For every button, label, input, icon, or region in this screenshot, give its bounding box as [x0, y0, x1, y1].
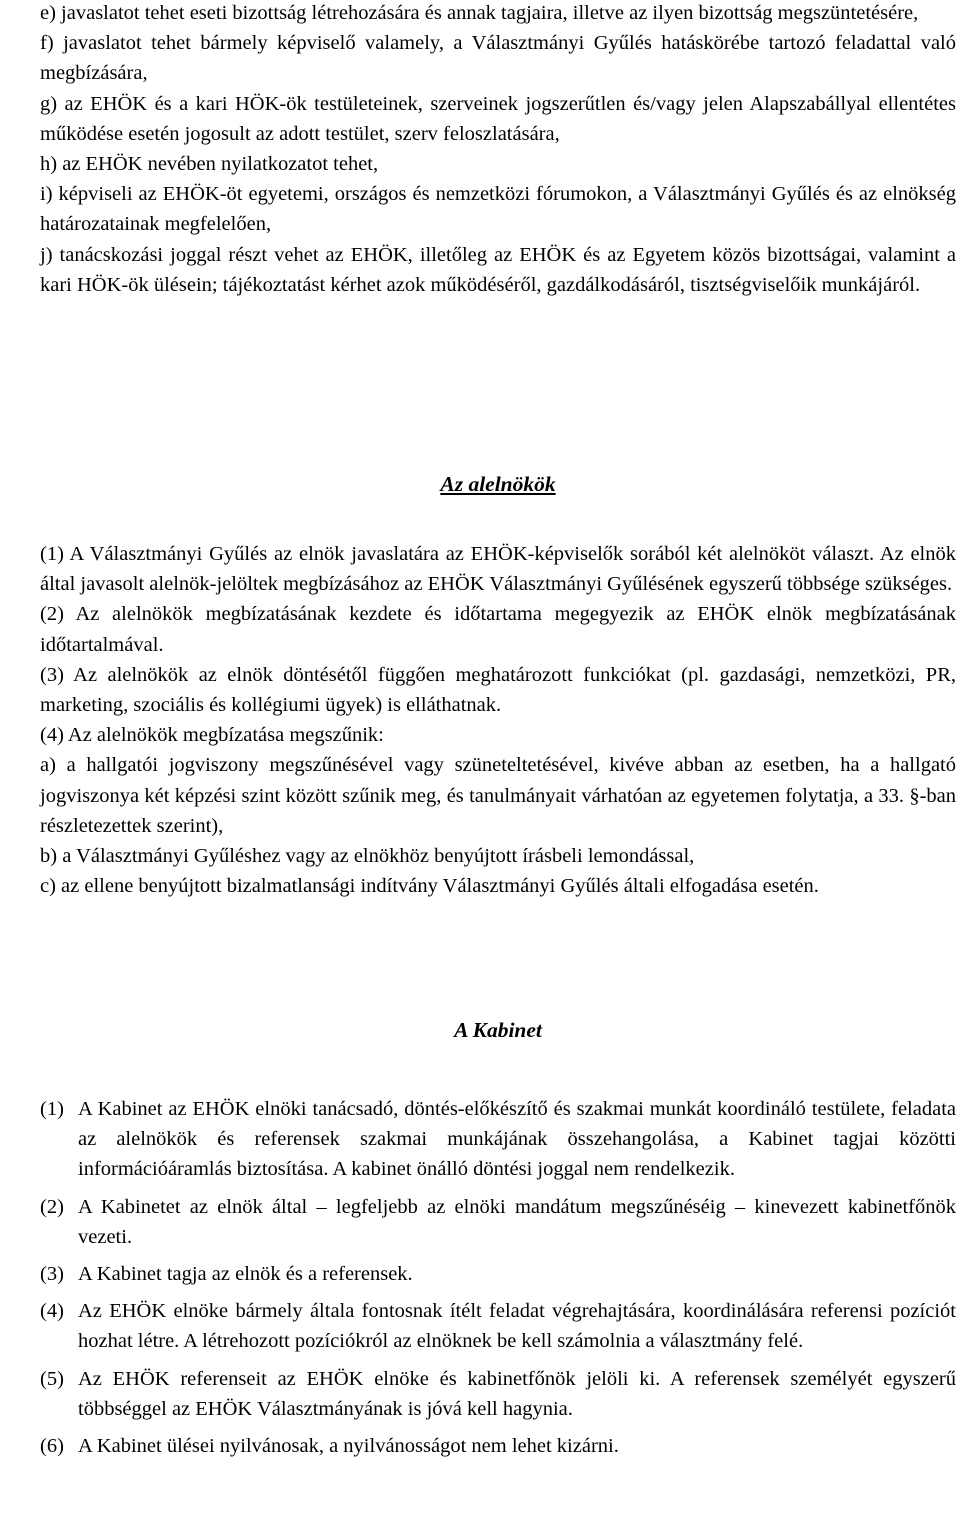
- paragraph-1: (1) A Választmányi Gyűlés az elnök javaslatára az EHÖK-képviselők sorából két alelnököt választ. Az elnök által javasolt alelnök-jelöltek megbízásához az EHÖK Választmányi Gyűlésének egyszerű többsége szükséges.: [40, 543, 956, 596]
- paragraph-2: (2) Az alelnökök megbízatásának kezdete és időtartama megegyezik az EHÖK elnök megbízatásának időtartalmával.: [40, 603, 956, 656]
- section-alelnokok: [40, 472, 956, 497]
- list-item-e: e) javaslatot tehet eseti bizottság létrehozására és annak tagjaira, illetve az ilyen bizottság megszüntetésére,: [40, 2, 919, 24]
- list-item-g: g) az EHÖK és a kari HÖK-ök testületeinek, szerveinek jogszerűtlen és/vagy jelen Alapszabállyal ellentétes működése esetén jogosult az adott testület, szerv feloszlatására,: [40, 92, 956, 145]
- numbered-paragraph: [40, 1259, 956, 1289]
- paragraph-text: A Kabinet ülései nyilvánosak, a nyilvánosságot nem lehet kizárni.: [78, 1435, 619, 1458]
- paragraph-3: (3) Az alelnökök az elnök döntésétől függően meghatározott funkciókat (pl. gazdasági, nemzetközi, PR, marketing, szociális és kollégiumi ügyek) is elláthatnak.: [40, 663, 956, 717]
- paragraph-text: A Kabinet az EHÖK elnöki tanácsadó, döntés-előkészítő és szakmai munkát koordináló testülete, feladata az alelnökök és referensek szakmai munkájának összehangolása, a Kabinet tagjai közötti információáramlás biztosítása. A kabinet önálló döntési joggal nem rendelkezik.: [78, 1098, 956, 1181]
- termination-list: [40, 750, 956, 901]
- section-kabinet: [40, 1018, 956, 1043]
- numbered-paragraph: [40, 1296, 956, 1356]
- list-item-i: i) képviseli az EHÖK-öt egyetemi, országos és nemzetközi fórumokon, a Választmányi Gyűlés és az elnökség határozatainak megfelelően,: [40, 183, 956, 236]
- list-item-b: b) a Választmányi Gyűléshez vagy az elnökhöz benyújtott írásbeli lemondással,: [40, 845, 695, 868]
- numbered-paragraph: [40, 1192, 956, 1252]
- paragraph-number: (6): [40, 1435, 64, 1458]
- top-item-list: [40, 0, 956, 300]
- numbered-paragraph: [40, 1364, 956, 1424]
- list-item-c: c) az ellene benyújtott bizalmatlansági indítvány Választmányi Gyűlés általi elfogadása esetén.: [40, 875, 819, 898]
- numbered-paragraph: [40, 1094, 956, 1185]
- section-title: Az alelnökök: [440, 472, 556, 496]
- section-title: A Kabinet: [454, 1018, 542, 1042]
- paragraph-number: (5): [40, 1367, 64, 1390]
- paragraph-number: (4): [40, 1300, 64, 1323]
- list-item-f: f) javaslatot tehet bármely képviselő valamely, a Választmányi Gyűlés hatáskörébe tartozó feladattal való megbízására,: [40, 32, 956, 85]
- list-item-j: j) tanácskozási joggal részt vehet az EHÖK, illetőleg az EHÖK és az Egyetem közös bizottságai, valamint a kari HÖK-ök ülésein; tájékoztatást kérhet azok működéséről, gazdálkodásáról, tisztségviselőik munkájáról.: [40, 243, 956, 296]
- numbered-paragraph: [40, 1431, 956, 1461]
- paragraph-number: (1): [40, 1098, 64, 1120]
- section-alelnokok-body: [40, 539, 956, 901]
- paragraph-text: Az EHÖK elnöke bármely általa fontosnak ítélt feladat végrehajtására, koordinálására referensi pozíciót hozhat létre. A létrehozott pozíciókról az elnöknek be kell számolnia a választmány felé.: [78, 1300, 956, 1353]
- paragraph-text: A Kabinet tagja az elnök és a referensek.: [78, 1263, 413, 1286]
- list-item-a: a) a hallgatói jogviszony megszűnésével vagy szüneteltetésével, kivéve abban az esetben, ha a hallgató jogviszonya két képzési szint között szűnik meg, és tanulmányait várhatóan az egyetemen folytatja, a 33. §-ban részletezettek szerint),: [40, 754, 956, 837]
- paragraph-4: (4) Az alelnökök megbízatása megszűnik:: [40, 724, 384, 747]
- paragraph-number: (3): [40, 1263, 64, 1286]
- paragraph-text: A Kabinetet az elnök által – legfeljebb az elnöki mandátum megszűnéséig – kinevezett kabinetfőnök vezeti.: [78, 1195, 956, 1248]
- paragraph-number: (2): [40, 1195, 64, 1218]
- paragraph-text: Az EHÖK referenseit az EHÖK elnöke és kabinetfőnök jelöli ki. A referensek személyét egyszerű többséggel az EHÖK Választmányának is jóvá kell hagynia.: [78, 1367, 956, 1420]
- list-item-h: h) az EHÖK nevében nyilatkozatot tehet,: [40, 153, 379, 176]
- section-kabinet-body: [40, 1094, 956, 1461]
